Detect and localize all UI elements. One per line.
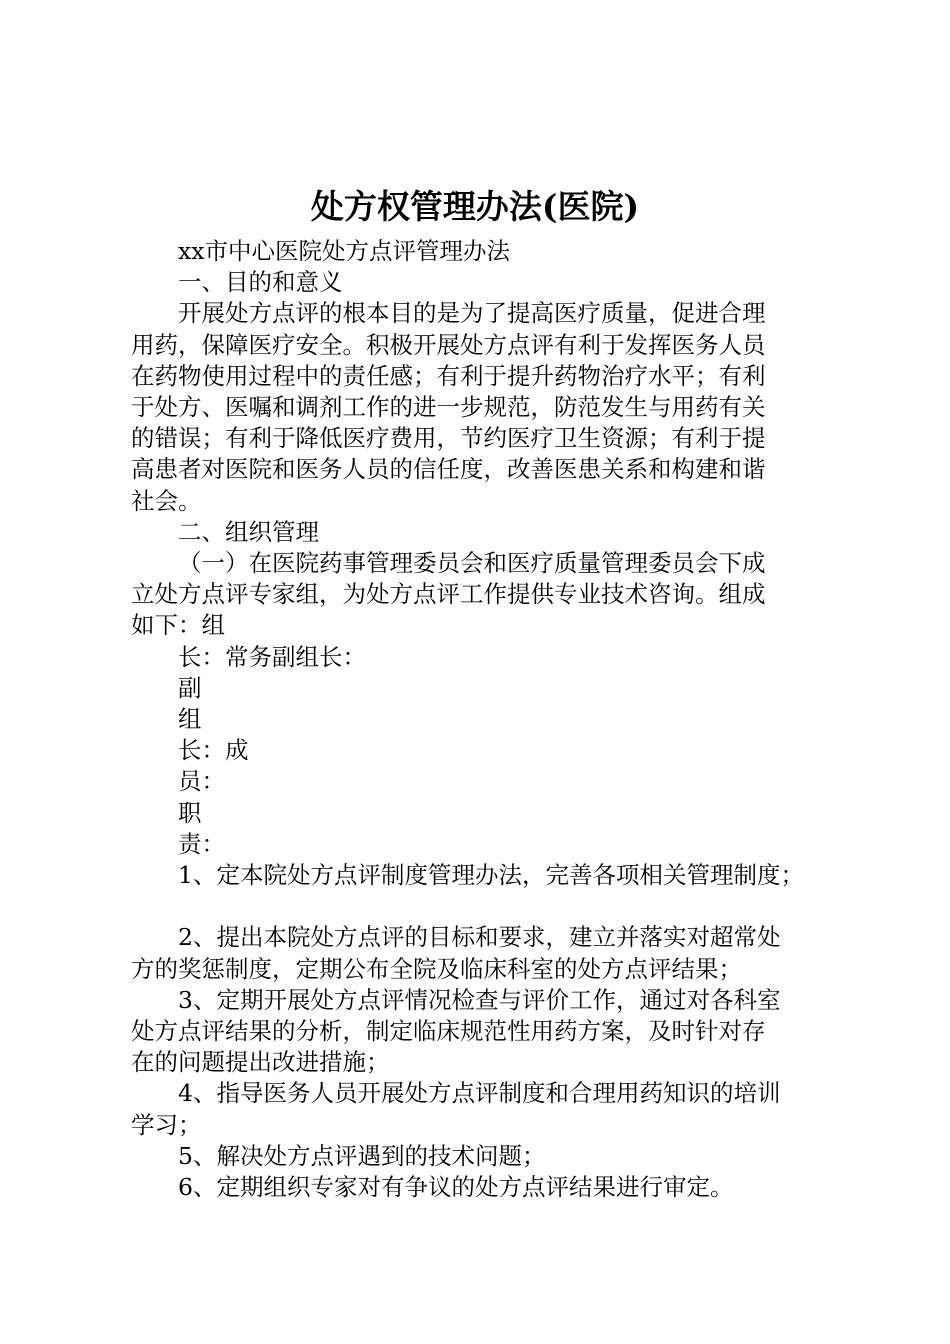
duty-item-cont: 在的问题提出改进措施； bbox=[131, 1048, 390, 1077]
roster-line: 责： bbox=[178, 829, 225, 858]
paragraph-line: 社会。 bbox=[131, 486, 202, 515]
duty-item-cont: 学习； bbox=[131, 1110, 202, 1139]
paragraph-line: 开展处方点评的根本目的是为了提高医疗质量，促进合理 bbox=[178, 299, 766, 328]
blank-line bbox=[131, 891, 836, 922]
duty-item: 5、解决处方点评遇到的技术问题； bbox=[178, 1141, 546, 1170]
paragraph-line: 立处方点评专家组，为处方点评工作提供专业技术咨询。组成 bbox=[131, 580, 766, 609]
duty-item: 4、指导医务人员开展处方点评制度和合理用药知识的培训 bbox=[178, 1079, 781, 1108]
paragraph-line: 高患者对医院和医务人员的信任度，改善医患关系和构建和谐 bbox=[131, 455, 766, 484]
duty-item: 1、定本院处方点评制度管理办法，完善各项相关管理制度； bbox=[178, 861, 804, 890]
section-heading: 一、目的和意义 bbox=[178, 268, 343, 297]
document-body bbox=[131, 236, 836, 1203]
roster-line: 副 bbox=[178, 673, 202, 702]
roster-line: 组 bbox=[178, 705, 202, 734]
paragraph-line: 如下：组 bbox=[131, 611, 225, 640]
roster-line: 长：成 bbox=[178, 736, 249, 765]
paragraph-line: 用药，保障医疗安全。积极开展处方点评有利于发挥医务人员 bbox=[131, 330, 766, 359]
paragraph-line: 在药物使用过程中的责任感；有利于提升药物治疗水平；有利 bbox=[131, 361, 766, 390]
duty-item-cont: 方的奖惩制度，定期公布全院及临床科室的处方点评结果； bbox=[131, 954, 742, 983]
section-heading: 二、组织管理 bbox=[178, 517, 319, 546]
roster-line: 长：常务副组长： bbox=[178, 642, 366, 671]
subtitle-line: xx市中心医院处方点评管理办法 bbox=[178, 237, 511, 265]
paragraph-line: （一）在医院药事管理委员会和医疗质量管理委员会下成 bbox=[178, 549, 766, 578]
roster-line: 职 bbox=[178, 798, 202, 827]
duty-item: 3、定期开展处方点评情况检查与评价工作，通过对各科室 bbox=[178, 985, 781, 1014]
roster-line: 员： bbox=[178, 767, 225, 796]
document-title: 处方权管理办法(医院) bbox=[310, 187, 640, 226]
paragraph-line: 的错误；有利于降低医疗费用，节约医疗卫生资源；有利于提 bbox=[131, 424, 766, 453]
duty-item: 6、定期组织专家对有争议的处方点评结果进行审定。 bbox=[178, 1173, 734, 1202]
duty-item: 2、提出本院处方点评的目标和要求，建立并落实对超常处 bbox=[178, 923, 781, 952]
paragraph-line: 于处方、医嘱和调剂工作的进一步规范，防范发生与用药有关 bbox=[131, 393, 766, 422]
duty-item-cont: 处方点评结果的分析，制定临床规范性用药方案，及时针对存 bbox=[131, 1017, 766, 1046]
